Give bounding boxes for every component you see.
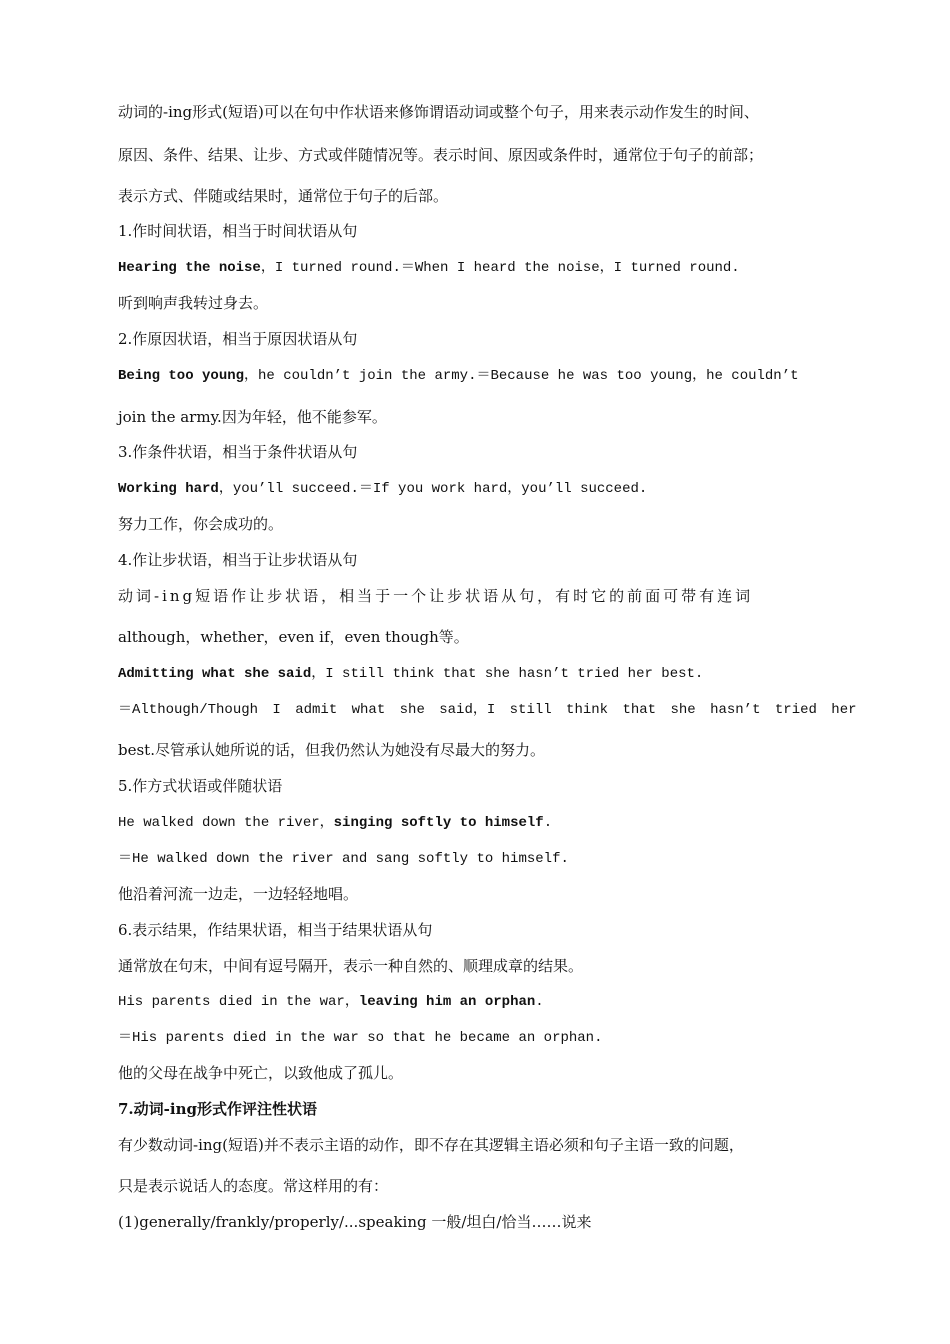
section-6-example-bold: leaving him an orphan: [358, 994, 536, 1010]
section-7-item-1: (1)generally/frankly/properly/...speaking 一般/坦白/恰当……说来: [118, 1213, 592, 1231]
section-4-example-bold: Admitting what she said: [118, 666, 312, 682]
section-2-example: [118, 366, 799, 386]
section-2-heading: 2.作原因状语，相当于原因状语从句: [118, 330, 358, 348]
section-7-heading: 7.动词-ing形式作评注性状语: [118, 1100, 317, 1118]
section-1-example-bold: Hearing the noise: [118, 260, 261, 276]
section-5-translation: 他沿着河流一边走，一边轻轻地唱。: [118, 885, 359, 903]
section-4-equivalent-line-1: ＝Although/Though I admit what she said，I still think that she hasn’t tried her: [118, 702, 857, 718]
section-6-equivalent: ＝His parents died in the war so that he became an orphan.: [118, 1030, 603, 1046]
section-4-description-line-2: although，whether，even if，even though等。: [118, 628, 469, 646]
section-6-example-pre: His parents died in the war，: [118, 994, 359, 1010]
section-6-example: [118, 992, 544, 1012]
section-5-example: [118, 813, 552, 833]
section-4-equivalent-line-2: best.尽管承认她所说的话，但我仍然认为她没有尽最大的努力。: [118, 741, 545, 759]
section-2-example-bold: Being too young: [118, 368, 245, 384]
section-4-heading: 4.作让步状语，相当于让步状语从句: [118, 551, 358, 569]
section-7-description-line-1: 有少数动词-ing(短语)并不表示主语的动作，即不存在其逻辑主语必须和句子主语一致的问题，: [118, 1136, 744, 1154]
section-4-description-line-1: 动词-ing短语作让步状语，相当于一个让步状语从句，有时它的前面可带有连词: [118, 587, 754, 605]
section-1-example: [118, 258, 740, 278]
section-5-example-pre: He walked down the river，: [118, 815, 334, 831]
section-1-heading: 1.作时间状语，相当于时间状语从句: [118, 222, 358, 240]
intro-line-2: 原因、条件、结果、让步、方式或伴随情况等。表示时间、原因或条件时，通常位于句子的前部；: [118, 146, 764, 164]
section-3-example-bold: Working hard: [118, 481, 219, 497]
section-1-example-rest: ，I turned round.＝When I heard the noise，I turned round.: [260, 260, 740, 276]
section-6-translation: 他的父母在战争中死亡，以致他成了孤儿。: [118, 1064, 404, 1082]
section-6-description: 通常放在句末，中间有逗号隔开，表示一种自然的、顺理成章的结果。: [118, 957, 584, 975]
section-5-equivalent: ＝He walked down the river and sang softly to himself.: [118, 851, 569, 867]
section-3-heading: 3.作条件状语，相当于条件状语从句: [118, 443, 358, 461]
section-3-translation: 努力工作，你会成功的。: [118, 515, 284, 533]
intro-line-1: 动词的-ing形式(短语)可以在句中作状语来修饰谓语动词或整个句子，用来表示动作发生的时间、: [118, 103, 759, 121]
section-4-example: [118, 664, 703, 684]
section-5-example-post: .: [543, 815, 553, 831]
section-7-description-line-2: 只是表示说话人的态度。常这样用的有：: [118, 1177, 389, 1195]
section-5-heading: 5.作方式状语或伴随状语: [118, 777, 283, 795]
section-6-heading: 6.表示结果，作结果状语，相当于结果状语从句: [118, 921, 433, 939]
intro-line-3: 表示方式、伴随或结果时，通常位于句子的后部。: [118, 187, 449, 205]
section-2-example-rest: ，he couldn’t join the army.＝Because he was too young，he couldn’t: [244, 368, 799, 384]
section-1-translation: 听到响声我转过身去。: [118, 294, 269, 312]
section-3-example: [118, 479, 647, 499]
section-5-example-bold: singing softly to himself: [333, 815, 544, 831]
section-4-example-rest: ，I still think that she hasn’t tried her best.: [311, 666, 704, 682]
section-6-example-post: .: [535, 994, 544, 1010]
section-3-example-rest: ，you’ll succeed.＝If you work hard，you’ll succeed.: [218, 481, 648, 497]
section-2-example-continued: join the army.因为年轻，他不能参军。: [118, 408, 387, 426]
